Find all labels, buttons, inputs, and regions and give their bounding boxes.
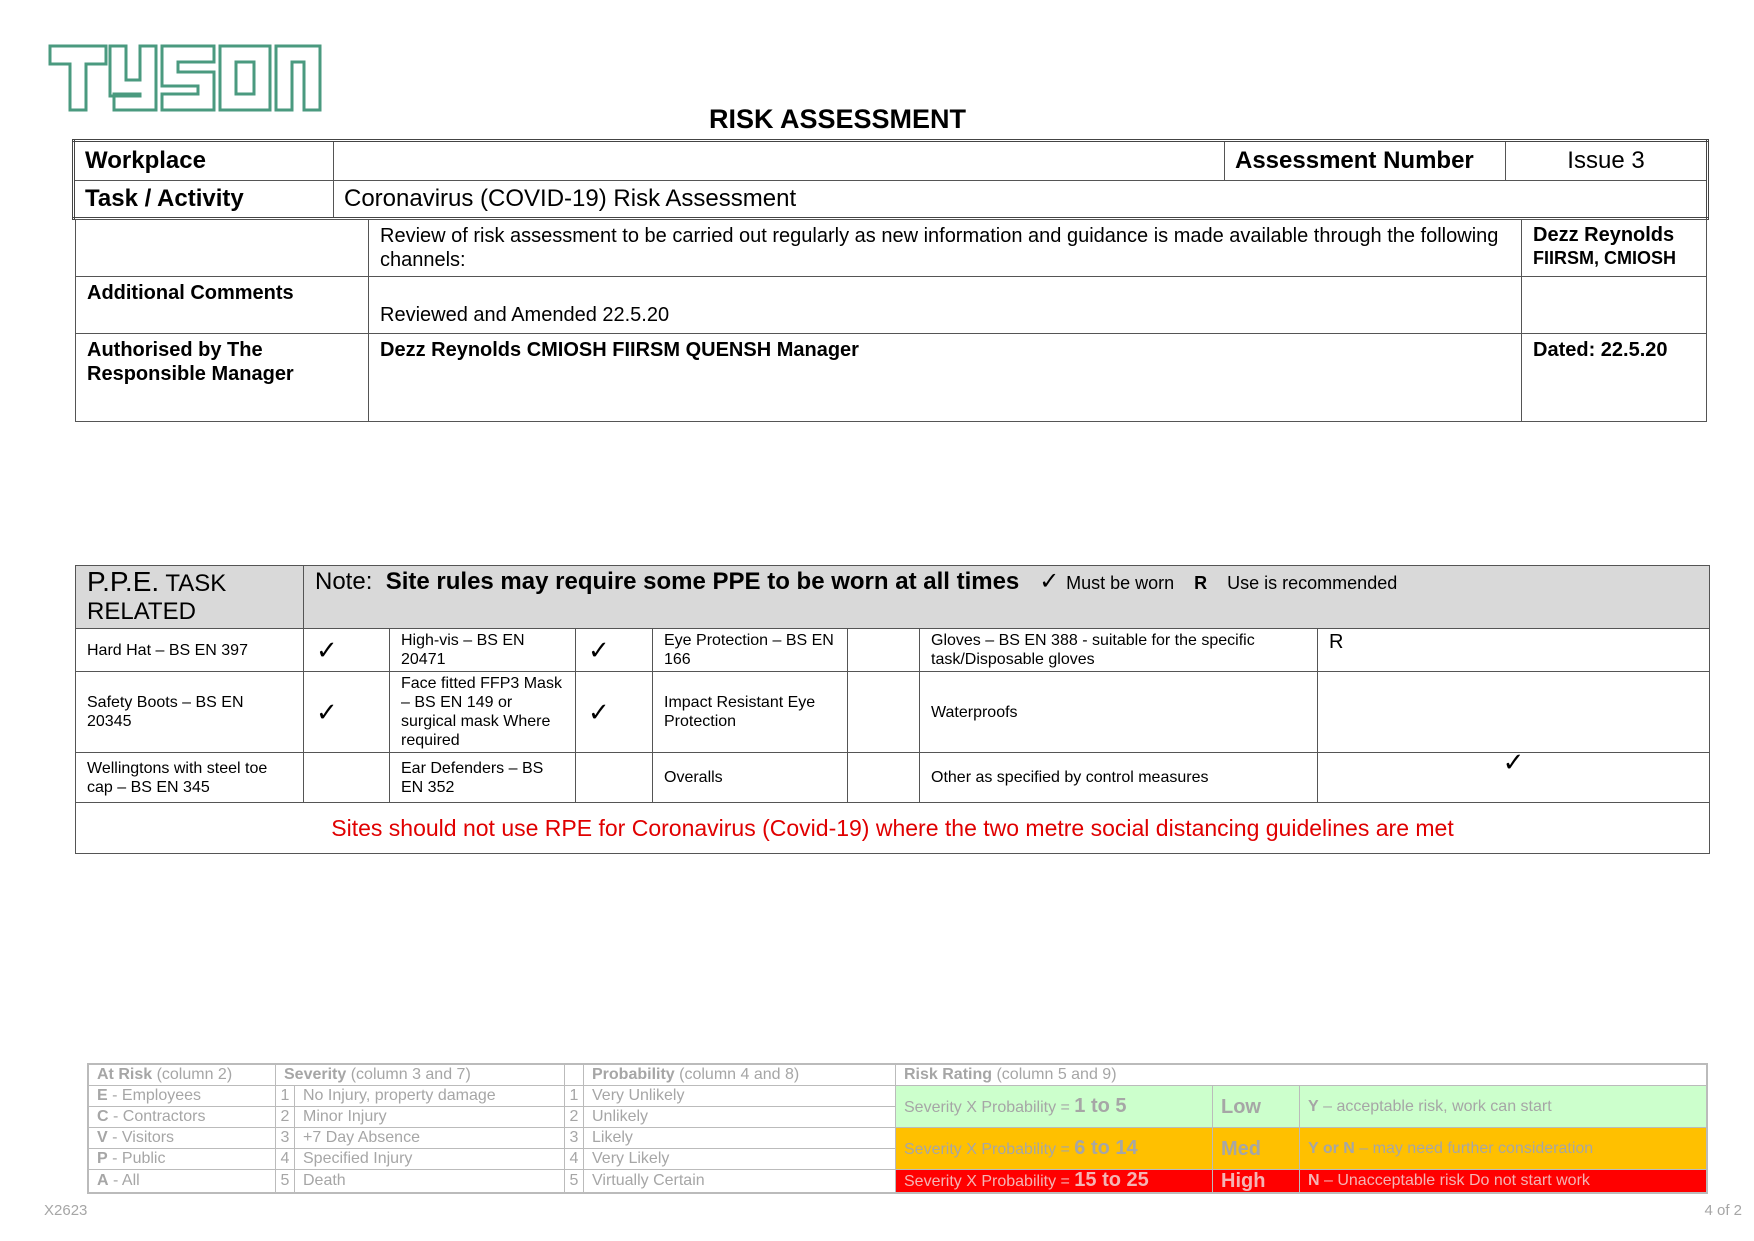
legend-cell: Death bbox=[295, 1170, 565, 1194]
authorised-label: Authorised by The Responsible Manager bbox=[76, 334, 369, 422]
legend-text: Severity X Probability = bbox=[904, 1140, 1075, 1158]
at-risk-item bbox=[88, 1149, 276, 1170]
ppe-legend-r: R bbox=[1194, 573, 1208, 593]
legend-cell: 4 bbox=[565, 1149, 584, 1170]
rating-low-level: Low bbox=[1213, 1086, 1300, 1128]
ppe-note bbox=[304, 566, 1710, 629]
ppe-mark: ✓ bbox=[576, 629, 653, 672]
legend-cell: No Injury, property damage bbox=[295, 1086, 565, 1107]
legend-text: (column 2) bbox=[152, 1066, 233, 1083]
legend-text: Severity X Probability = bbox=[904, 1173, 1075, 1190]
legend-text: - All bbox=[108, 1172, 140, 1189]
legend-cell bbox=[565, 1064, 584, 1086]
rating-high-desc bbox=[1300, 1170, 1708, 1194]
ppe-item: Wellingtons with steel toe cap – BS EN 345 bbox=[76, 753, 304, 803]
legend-text: (column 3 and 7) bbox=[346, 1066, 471, 1083]
rating-low-desc bbox=[1300, 1086, 1708, 1128]
legend-text: Y bbox=[1308, 1139, 1319, 1157]
legend-text: V bbox=[97, 1129, 108, 1146]
ppe-mark: ✓ bbox=[304, 629, 390, 672]
ppe-item: Overalls bbox=[653, 753, 848, 803]
legend-text: – acceptable risk, work can start bbox=[1318, 1097, 1552, 1115]
rating-med-desc bbox=[1300, 1128, 1708, 1170]
task-value: Coronavirus (COVID-19) Risk Assessment bbox=[334, 181, 1708, 219]
legend-text: (column 5 and 9) bbox=[992, 1066, 1117, 1083]
legend-cell: 2 bbox=[276, 1107, 295, 1128]
ppe-table bbox=[75, 565, 1710, 854]
legend-text: Probability bbox=[592, 1066, 675, 1083]
ppe-legend-recommended: Use is recommended bbox=[1227, 573, 1398, 593]
legend-text: – may need further consideration bbox=[1354, 1139, 1594, 1157]
ppe-mark bbox=[848, 629, 920, 672]
ppe-legend-must: Must be worn bbox=[1066, 573, 1175, 593]
legend-cell: +7 Day Absence bbox=[295, 1128, 565, 1149]
legend-text: 6 to 14 bbox=[1074, 1136, 1138, 1159]
assessment-number-label: Assessment Number bbox=[1225, 141, 1506, 181]
ppe-title-rest: TASK RELATED bbox=[87, 570, 227, 625]
legend-text: - Public bbox=[107, 1150, 166, 1167]
ppe-mark bbox=[1318, 672, 1710, 753]
additional-comments-label: Additional Comments bbox=[76, 277, 369, 334]
legend-text: 1 to 5 bbox=[1074, 1094, 1127, 1117]
legend-cell: 5 bbox=[565, 1170, 584, 1194]
legend-cell: 2 bbox=[565, 1107, 584, 1128]
rpe-warning: Sites should not use RPE for Coronavirus (Covid-19) where the two metre social distancing guidelines are met bbox=[76, 803, 1710, 854]
legend-cell: 4 bbox=[276, 1149, 295, 1170]
dated-value: Dated: 22.5.20 bbox=[1522, 334, 1707, 422]
legend-text: N bbox=[1308, 1172, 1320, 1189]
legend-cell: Very Unlikely bbox=[584, 1086, 896, 1107]
rating-med-level: Med bbox=[1213, 1128, 1300, 1170]
footer-ref: X2623 bbox=[44, 1202, 88, 1219]
legend-cell: Unlikely bbox=[584, 1107, 896, 1128]
workplace-value bbox=[334, 141, 1225, 181]
ppe-note-prefix: Note: bbox=[315, 568, 373, 595]
severity-head bbox=[276, 1064, 565, 1086]
probability-head bbox=[584, 1064, 896, 1086]
legend-text: Severity bbox=[284, 1066, 347, 1083]
legend-text: (column 4 and 8) bbox=[674, 1066, 800, 1083]
legend-text: Severity X Probability = bbox=[904, 1098, 1075, 1116]
legend-text: Risk Rating bbox=[904, 1066, 993, 1083]
legend-text: Y bbox=[1308, 1097, 1319, 1115]
ppe-note-bold: Site rules may require some PPE to be worn at all times bbox=[385, 568, 1020, 595]
ppe-item: Other as specified by control measures bbox=[920, 753, 1318, 803]
page-title: RISK ASSESSMENT bbox=[708, 104, 967, 134]
legend-text: P bbox=[97, 1150, 108, 1167]
legend-cell: 1 bbox=[276, 1086, 295, 1107]
additional-comments-value: Reviewed and Amended 22.5.20 bbox=[369, 277, 1522, 334]
legend-text: E bbox=[97, 1087, 108, 1104]
ppe-item: Gloves – BS EN 388 - suitable for the specific task/Disposable gloves bbox=[920, 629, 1318, 672]
at-risk-item bbox=[88, 1128, 276, 1149]
reviewer-quals: FIIRSM, CMIOSH bbox=[1533, 248, 1676, 268]
ppe-mark: ✓ bbox=[576, 672, 653, 753]
ppe-mark: R bbox=[1318, 629, 1710, 672]
ppe-item: Eye Protection – BS EN 166 bbox=[653, 629, 848, 672]
at-risk-item bbox=[88, 1086, 276, 1107]
legend-cell: 5 bbox=[276, 1170, 295, 1194]
tick-icon: ✓ bbox=[1039, 568, 1060, 595]
ppe-item: Safety Boots – BS EN 20345 bbox=[76, 672, 304, 753]
legend-cell: Very Likely bbox=[584, 1149, 896, 1170]
authorised-value: Dezz Reynolds CMIOSH FIIRSM QUENSH Manager bbox=[369, 334, 1522, 422]
rating-head bbox=[896, 1064, 1708, 1086]
legend-text: - Visitors bbox=[107, 1129, 175, 1146]
ppe-mark bbox=[576, 753, 653, 803]
legend-text: At Risk bbox=[97, 1066, 153, 1083]
legend-text: – Unacceptable risk Do not start work bbox=[1319, 1172, 1590, 1189]
rating-med-range bbox=[896, 1128, 1213, 1170]
legend-cell: Specified Injury bbox=[295, 1149, 565, 1170]
reviewer-name: Dezz Reynolds bbox=[1533, 224, 1675, 246]
ppe-item: Face fitted FFP3 Mask – BS EN 149 or surgical mask Where required bbox=[390, 672, 576, 753]
ppe-item: Impact Resistant Eye Protection bbox=[653, 672, 848, 753]
info-table bbox=[75, 219, 1707, 422]
legend-text: C bbox=[97, 1108, 109, 1125]
legend-text: 15 to 25 bbox=[1074, 1169, 1149, 1191]
workplace-label: Workplace bbox=[74, 141, 334, 181]
legend-cell: 3 bbox=[276, 1128, 295, 1149]
ppe-mark bbox=[848, 672, 920, 753]
header-table bbox=[72, 139, 1709, 220]
at-risk-item bbox=[88, 1107, 276, 1128]
ppe-title-big: P.P.E. bbox=[87, 566, 160, 597]
legend-cell: Likely bbox=[584, 1128, 896, 1149]
ppe-mark: ✓ bbox=[304, 672, 390, 753]
ppe-item: Ear Defenders – BS EN 352 bbox=[390, 753, 576, 803]
legend-cell: 3 bbox=[565, 1128, 584, 1149]
legend-text: or N bbox=[1318, 1139, 1355, 1157]
legend-text: A bbox=[97, 1172, 109, 1189]
assessment-number-value: Issue 3 bbox=[1506, 141, 1708, 181]
ppe-mark bbox=[304, 753, 390, 803]
legend-text: - Contractors bbox=[108, 1108, 206, 1125]
ppe-item: High-vis – BS EN 20471 bbox=[390, 629, 576, 672]
rating-high-range bbox=[896, 1170, 1213, 1194]
ppe-title bbox=[76, 566, 304, 629]
legend-cell: 1 bbox=[565, 1086, 584, 1107]
risk-legend bbox=[87, 1063, 1708, 1194]
ppe-mark bbox=[848, 753, 920, 803]
at-risk-item bbox=[88, 1170, 276, 1194]
rating-low-range bbox=[896, 1086, 1213, 1128]
legend-text: - Employees bbox=[107, 1087, 202, 1104]
task-label: Task / Activity bbox=[74, 181, 334, 219]
at-risk-head bbox=[88, 1064, 276, 1086]
review-text: Review of risk assessment to be carried out regularly as new information and guidance is made available through the following channels: bbox=[369, 220, 1522, 277]
footer-page: 4 of 2 bbox=[1704, 1202, 1742, 1219]
ppe-item: Hard Hat – BS EN 397 bbox=[76, 629, 304, 672]
ppe-item: Waterproofs bbox=[920, 672, 1318, 753]
legend-cell: Minor Injury bbox=[295, 1107, 565, 1128]
legend-cell: Virtually Certain bbox=[584, 1170, 896, 1194]
ppe-mark: ✓ bbox=[1318, 753, 1710, 803]
rating-high-level: High bbox=[1213, 1170, 1300, 1194]
